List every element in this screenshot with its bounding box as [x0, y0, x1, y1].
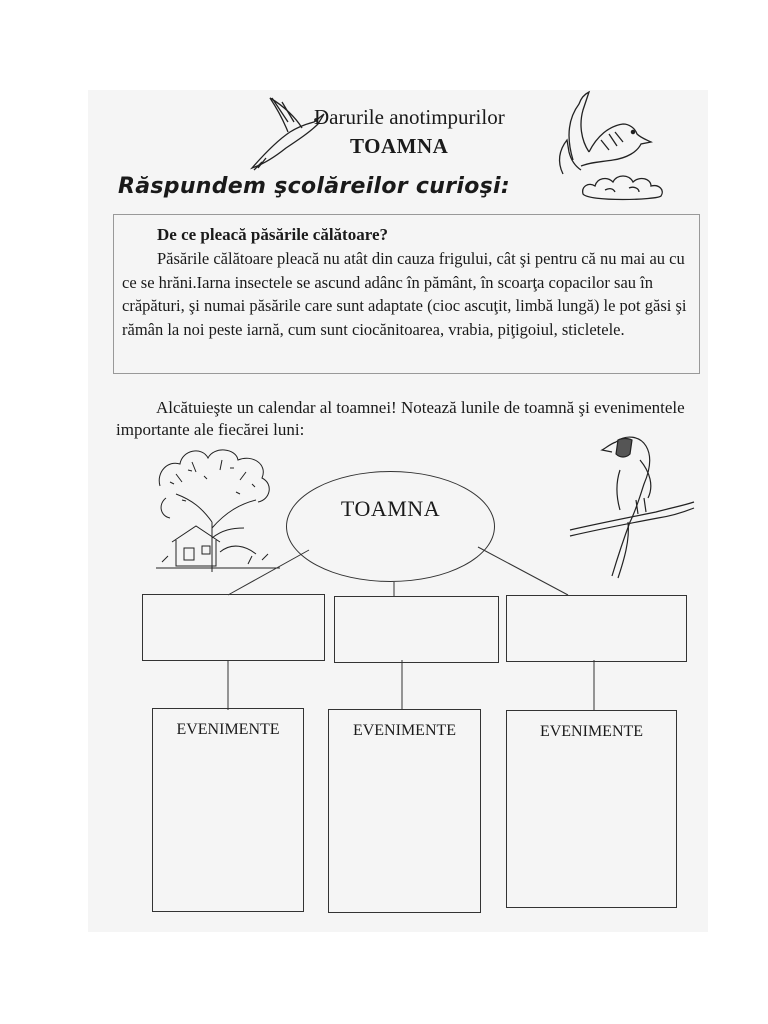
worksheet-page	[88, 90, 708, 932]
events-label-3: EVENIMENTE	[539, 723, 644, 740]
section-heading: Răspundem şcolăreilor curioşi:	[118, 174, 510, 199]
instruction-text: Alcătuieşte un calendar al toamnei! Notează lunile de toamnă şi evenimentele importante ale fiecărei luni:	[116, 398, 685, 439]
events-label-2: EVENIMENTE	[352, 722, 457, 739]
events-box-1[interactable]	[152, 708, 304, 912]
page-subtitle: Darurile anotimpurilor	[314, 105, 505, 129]
month-box-2[interactable]	[334, 596, 499, 663]
events-label-1: EVENIMENTE	[176, 721, 280, 738]
page-title: TOAMNA	[350, 134, 449, 158]
events-box-2[interactable]	[328, 709, 481, 913]
info-question: De ce pleacă păsările călătoare?	[157, 225, 389, 244]
center-ellipse	[286, 471, 495, 582]
events-box-3[interactable]	[506, 710, 677, 908]
info-answer: Păsările călătoare pleacă nu atât din cauza frigului, cât şi pentru că nu mai au cu ce se hrăni.Iarna insectele se ascund adânc în pământ, în scoarţa copacilor sau în crăpături, şi numai păsările care sunt adaptate (cioc ascuţit, limbă lungă) le pot găsi şi rămân la noi peste iarnă, cum sunt ciocănitoarea, vrabia, piţigoiul, sticletele.	[122, 249, 687, 339]
month-box-1[interactable]	[142, 594, 325, 661]
center-label: TOAMNA	[340, 496, 441, 521]
month-box-3[interactable]	[506, 595, 687, 662]
